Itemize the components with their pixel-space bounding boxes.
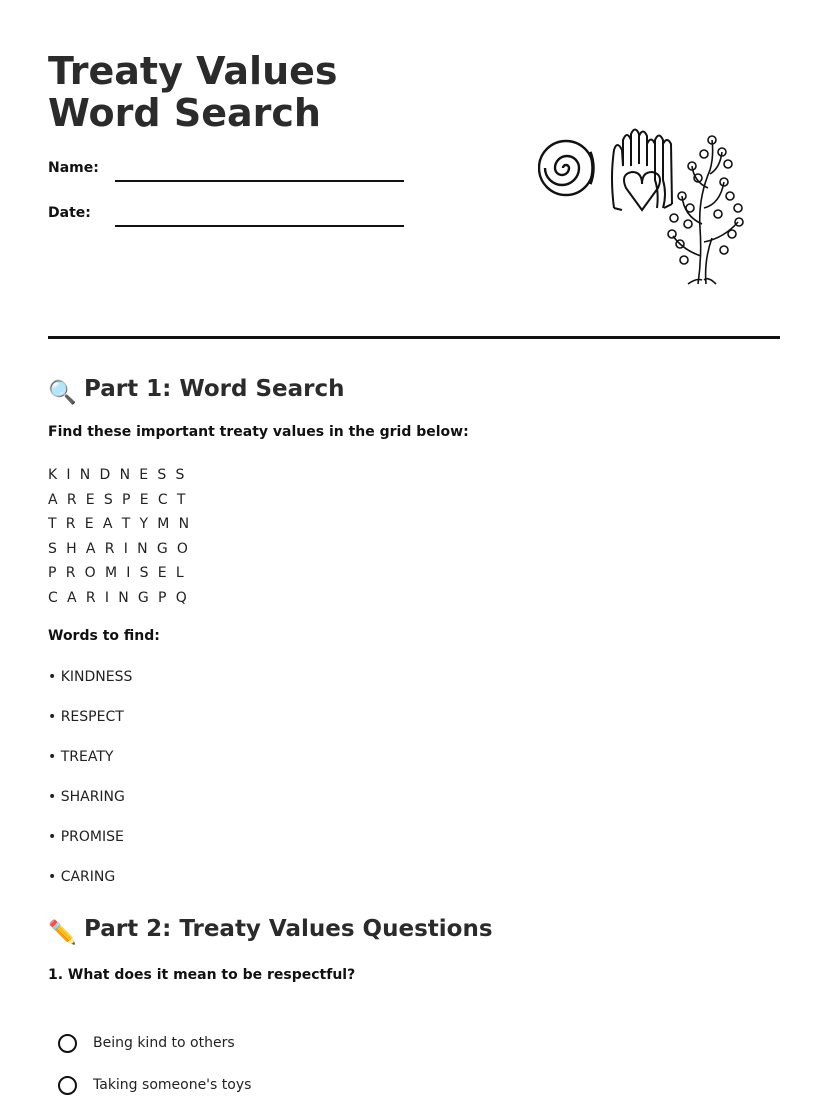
- grid-row: S H A R I N G O: [48, 540, 191, 557]
- spiral-icon: [539, 141, 593, 195]
- name-field: [48, 160, 408, 184]
- magnifier-icon: 🔍: [48, 380, 77, 406]
- tree-icon: [668, 136, 743, 284]
- word-item: • TREATY: [48, 749, 114, 765]
- part2-heading-text: Part 2: Treaty Values Questions: [84, 916, 493, 942]
- word-search-grid: [48, 463, 192, 611]
- pencil-icon: ✏️: [48, 920, 77, 946]
- option-label: Taking someone's toys: [93, 1077, 252, 1093]
- radio-button[interactable]: [58, 1034, 77, 1053]
- word-item: • SHARING: [48, 789, 125, 805]
- date-field: [48, 205, 408, 229]
- grid-row: A R E S P E C T: [48, 491, 188, 508]
- grid-row: C A R I N G P Q: [48, 589, 190, 606]
- question-1: 1. What does it mean to be respectful?: [48, 967, 356, 983]
- grid-row: K I N D N E S S: [48, 467, 187, 483]
- part2-heading: [48, 914, 493, 948]
- part1-heading-text: Part 1: Word Search: [84, 376, 345, 402]
- part1-heading: [48, 374, 345, 408]
- word-item: • PROMISE: [48, 829, 124, 845]
- words-to-find-title: Words to find:: [48, 628, 160, 644]
- word-item: • RESPECT: [48, 709, 124, 725]
- date-label: Date:: [48, 205, 91, 221]
- name-line[interactable]: [115, 180, 404, 182]
- radio-button[interactable]: [58, 1076, 77, 1095]
- date-line[interactable]: [115, 225, 404, 227]
- word-list: [48, 666, 132, 906]
- question-1-option-1[interactable]: [58, 1030, 235, 1056]
- section-divider: [48, 336, 780, 339]
- word-item: • KINDNESS: [48, 669, 133, 685]
- question-1-option-2[interactable]: [58, 1072, 251, 1098]
- hands-heart-icon: [612, 130, 672, 211]
- option-label: Being kind to others: [93, 1035, 235, 1051]
- grid-row: T R E A T Y M N: [48, 516, 192, 533]
- grid-row: P R O M I S E L: [48, 565, 187, 582]
- treaty-symbols-illustration: [538, 124, 748, 288]
- part1-instruction: Find these important treaty values in the grid below:: [48, 424, 469, 440]
- worksheet-title: Treaty Values Word Search: [48, 49, 338, 135]
- name-label: Name:: [48, 160, 99, 176]
- word-item: • CARING: [48, 869, 116, 885]
